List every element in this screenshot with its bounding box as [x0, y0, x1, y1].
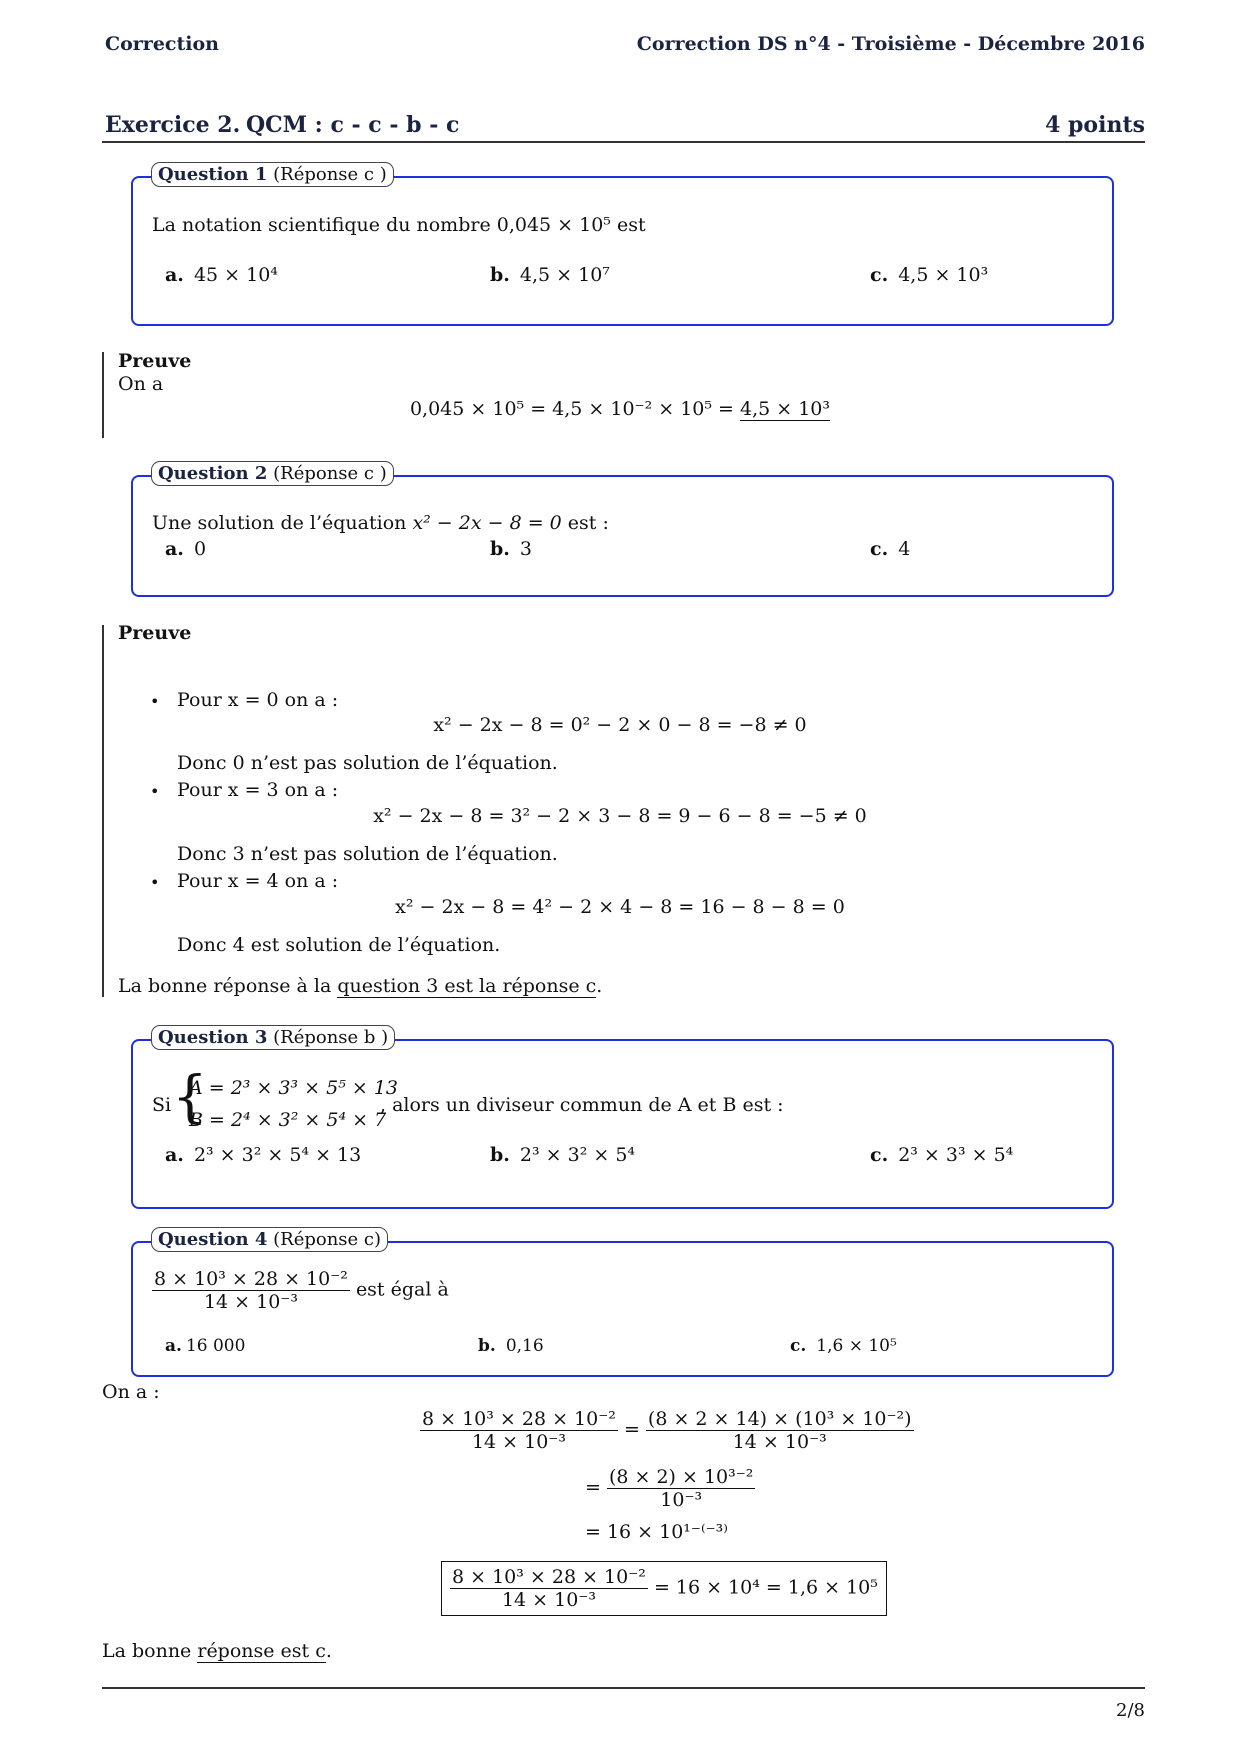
title-rule — [102, 141, 1145, 143]
proof-1-intro: On a — [118, 373, 164, 395]
question-4-statement: $\frac{\text{8 × 10³ × 28 × 10⁻²}}{\text{14 × 10⁻³}}$ est égal à — [154, 1268, 449, 1313]
proof-4-final: La bonne réponse est c. — [102, 1640, 332, 1662]
question-2-tag: Question 2 (Réponse c ) — [151, 461, 394, 486]
question-2-option-c[interactable]: c. 4 — [870, 538, 911, 560]
proof-4-step-2: = $\frac{\text{(8 × 2) × 10³⁻²}}{\text{10⁻³}}$ — [585, 1466, 754, 1511]
proof-2-item-2-intro: Pour x = 3 on a : — [177, 779, 339, 801]
footer-rule — [102, 1687, 1145, 1689]
bullet-icon: • — [150, 782, 160, 801]
exercise-title: QCM : c - c - b - c — [246, 112, 460, 138]
question-1-option-c[interactable]: c. 4,5 × 10³ — [870, 264, 989, 286]
proof-1-title: Preuve — [118, 350, 192, 372]
proof-2-item-1-conclusion: Donc 0 n’est pas solution de l’équation. — [177, 752, 558, 774]
exercise-points: 4 points — [1045, 112, 1145, 138]
header-left: Correction — [105, 33, 219, 55]
question-4-option-c[interactable]: c. 1,6 × 10⁵ — [790, 1336, 897, 1356]
proof-4-intro: On a : — [102, 1381, 160, 1403]
question-3-tag: Question 3 (Réponse b ) — [151, 1025, 395, 1050]
brace-icon: { — [172, 1065, 208, 1130]
proof-2-item-2-equation: x² − 2x − 8 = 3² − 2 × 3 − 8 = 9 − 6 − 8 = −5 ≠ 0 — [373, 805, 867, 827]
question-3-line-a: A = 2³ × 3³ × 5⁵ × 13 — [189, 1077, 399, 1099]
question-2-option-a[interactable]: a. 0 — [165, 538, 207, 560]
proof-2-item-2-conclusion: Donc 3 n’est pas solution de l’équation. — [177, 843, 558, 865]
proof-2-item-3-conclusion: Donc 4 est solution de l’équation. — [177, 934, 501, 956]
proof-2-title: Preuve — [118, 622, 192, 644]
bullet-icon: • — [150, 692, 160, 711]
proof-1-equation: 0,045 × 10⁵ = 4,5 × 10⁻² × 10⁵ = 4,5 × 10³ — [409, 398, 831, 420]
question-3-option-c[interactable]: c. 2³ × 3³ × 5⁴ — [870, 1144, 1014, 1166]
proof-2-final: La bonne réponse à la question 3 est la réponse c. — [118, 975, 603, 997]
header-right: Correction DS n°4 - Troisième - Décembre 2016 — [636, 33, 1145, 55]
question-2-box — [131, 475, 1114, 597]
question-4-option-b[interactable]: b. 0,16 — [478, 1336, 544, 1356]
question-4-option-a[interactable]: a. 16 000 — [165, 1336, 246, 1356]
proof-2-item-1-equation: x² − 2x − 8 = 0² − 2 × 0 − 8 = −8 ≠ 0 — [433, 714, 807, 736]
question-3-option-a[interactable]: a. 2³ × 3² × 5⁴ × 13 — [165, 1144, 362, 1166]
proof-4-step-1: $\frac{\text{8 × 10³ × 28 × 10⁻²}}{\text{14 × 10⁻³}}$ = $\frac{\text{(8 × 2 × 14) × (10³ × 10⁻²)}}{\text{14 × 10⁻³}}$ — [422, 1408, 912, 1453]
proof-2-item-3-equation: x² − 2x − 8 = 4² − 2 × 4 − 8 = 16 − 8 − 8 = 0 — [395, 896, 845, 918]
proof-2-item-1-intro: Pour x = 0 on a : — [177, 689, 339, 711]
question-3-option-b[interactable]: b. 2³ × 3² × 5⁴ — [490, 1144, 636, 1166]
question-3-line-b: B = 2⁴ × 3² × 5⁴ × 7 — [189, 1109, 387, 1131]
page-number: 2/8 — [1116, 1700, 1145, 1721]
proof-2-item-3-intro: Pour x = 4 on a : — [177, 870, 339, 892]
question-1-option-b[interactable]: b. 4,5 × 10⁷ — [490, 264, 610, 286]
question-3-si: Si — [152, 1094, 172, 1116]
question-1-statement: La notation scientifique du nombre 0,045 × 10⁵ est — [152, 214, 646, 236]
proof-4-step-3: = 16 × 10¹⁻⁽⁻³⁾ — [585, 1521, 728, 1543]
proof-1-bar — [102, 352, 104, 438]
bullet-icon: • — [150, 873, 160, 892]
question-4-tag: Question 4 (Réponse c) — [151, 1227, 388, 1252]
question-2-option-b[interactable]: b. 3 — [490, 538, 532, 560]
proof-4-boxed-result: $\frac{\text{8 × 10³ × 28 × 10⁻²}}{\text{14 × 10⁻³}}$ = 16 × 10⁴ = 1,6 × 10⁵ — [441, 1561, 887, 1616]
question-1-box — [131, 176, 1114, 326]
question-1-option-a[interactable]: a. 45 × 10⁴ — [165, 264, 278, 286]
exercise-label: Exercice 2. — [105, 112, 241, 138]
question-3-statement: , alors un diviseur commun de A et B est : — [380, 1094, 784, 1116]
question-2-statement: Une solution de l’équation x² − 2x − 8 = 0 est : — [152, 512, 609, 534]
question-1-tag: Question 1 (Réponse c ) — [151, 162, 394, 187]
